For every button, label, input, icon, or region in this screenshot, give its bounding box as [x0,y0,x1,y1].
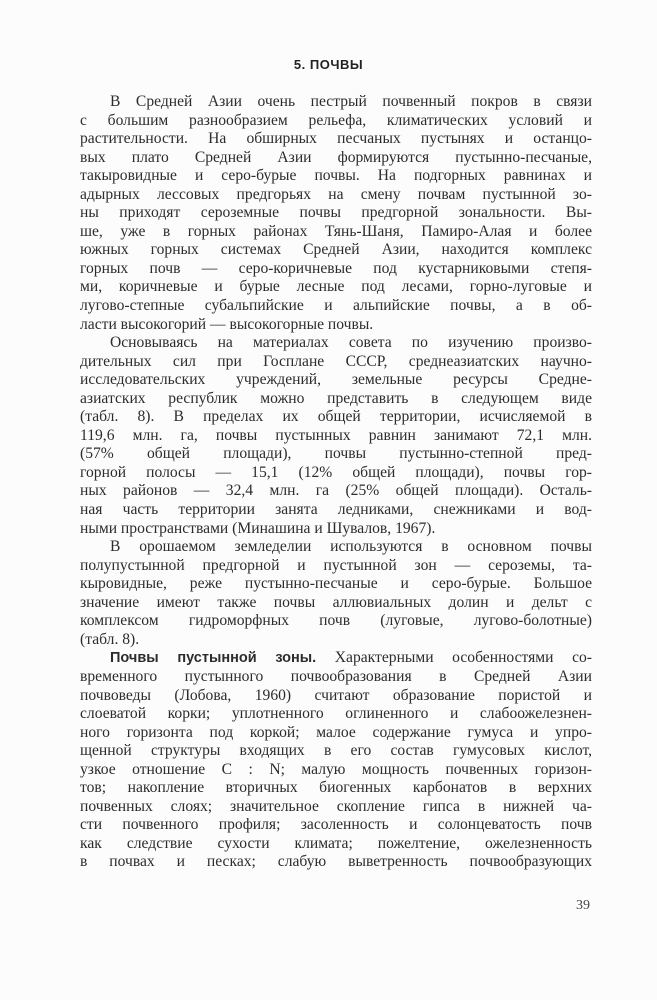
text-line: щенной структуры входящих в его состав гумусовых кислот, [80,742,592,760]
text-line: узкое отношение C : N; малую мощность почвенных горизон- [80,760,592,778]
text-line: ными пространствами (Минашина и Шувалов, 1967). [80,519,436,537]
text-line: ных районов — 32,4 млн. га (25% общей площади). Осталь- [80,482,592,500]
text-line: значение имеют также почвы аллювиальных долин и дельт с [80,593,592,611]
text-line: вых плато Средней Азии формируются пустынно-песчаные, [80,148,592,166]
text-line: ны приходят сероземные почвы предгорной зональности. Вы- [80,204,592,222]
text-line: временного пустынного почвообразования в Средней Азии [80,667,592,685]
text-line: дительных сил при Госплане СССР, среднеазиатских научно- [80,352,592,370]
paragraph-heading: Почвы пустынной зоны. [110,650,317,667]
section-title: 5. ПОЧВЫ [293,57,364,72]
text-line: ная часть территории занята ледниками, снежниками и вод- [80,501,592,519]
body-text [80,93,592,872]
text-line: слоеватой корки; уплотненного оглиненного и слабоожелезнен- [80,705,592,723]
text-line: горных почв — серо-коричневые под кустарниковыми степя- [80,259,592,277]
text-line: такыровидные и серо-бурые почвы. На подгорных равнинах и [80,167,592,185]
text-line [80,649,592,668]
text-line: азиатских республик можно представить в следующем виде [80,389,592,407]
text-line: комплексом гидроморфных почв (луговые, лугово-болотные) [80,612,592,630]
text-line: исследовательских учреждений, земельные ресурсы Средне- [80,371,592,389]
text-line: тов; накопление вторичных биогенных карбонатов в верхних [80,779,592,797]
text-line: В Средней Азии очень пестрый почвенный покров в связи [110,93,592,110]
text-line: полупустынной предгорной и пустынной зон — сероземы, та- [80,556,592,574]
text-line: адырных лессовых предгорьях на смену почвам пустынной зо- [80,185,592,203]
text-line: растительности. На обширных песчаных пустынях и останцо- [80,130,592,148]
text-line: В орошаемом земледелии используются в основном почвы [110,538,592,556]
text-line: кыровидные, реже пустынно-песчаные и серо-бурые. Большое [80,575,592,593]
text-line: горной полосы — 15,1 (12% общей площади), почвы гор- [80,463,592,481]
text-line: Основываясь на материалах совета по изучению произво- [110,334,592,352]
text-line: в почвах и песках; слабую выветренность почвообразующих [80,853,592,871]
text-line: почвенных слоях; значительное скопление гипса в нижней ча- [80,797,592,815]
text-line: южных горных системах Средней Азии, находится комплекс [80,241,592,259]
text-line: сти почвенного профиля; засоленность и солонцеватость почв [80,816,592,834]
text-line: почвоведы (Лобова, 1960) считают образование пористой и [80,686,592,704]
text-line: ми, коричневые и бурые лесные под лесами, горно-луговые и [80,278,592,296]
text-line: ше, уже в горных районах Тянь-Шаня, Памиро-Алая и более [80,222,592,240]
text-line: 119,6 млн. га, почвы пустынных равнин занимают 72,1 млн. [80,426,592,444]
text-line: ласти высокогорий — высокогорные почвы. [80,315,374,333]
text-line: как следствие сухости климата; пожелтение, ожелезненность [80,834,592,852]
text-line: ного горизонта под коркой; малое содержание гумуса и упро- [80,723,592,741]
text-line: (табл. 8). В пределах их общей территории, исчисляемой в [80,408,592,426]
page-number: 39 [576,898,590,913]
text-line: (табл. 8). [80,630,140,648]
text-line: с большим разнообразием рельефа, климатических условий и [80,111,592,129]
text-line: (57% общей площади), почвы пустынно-степной пред- [80,445,592,463]
text-line-content: Характерными особенностями со- [316,649,592,667]
text-line: лугово-степные субальпийские и альпийские почвы, а в об- [80,297,592,315]
